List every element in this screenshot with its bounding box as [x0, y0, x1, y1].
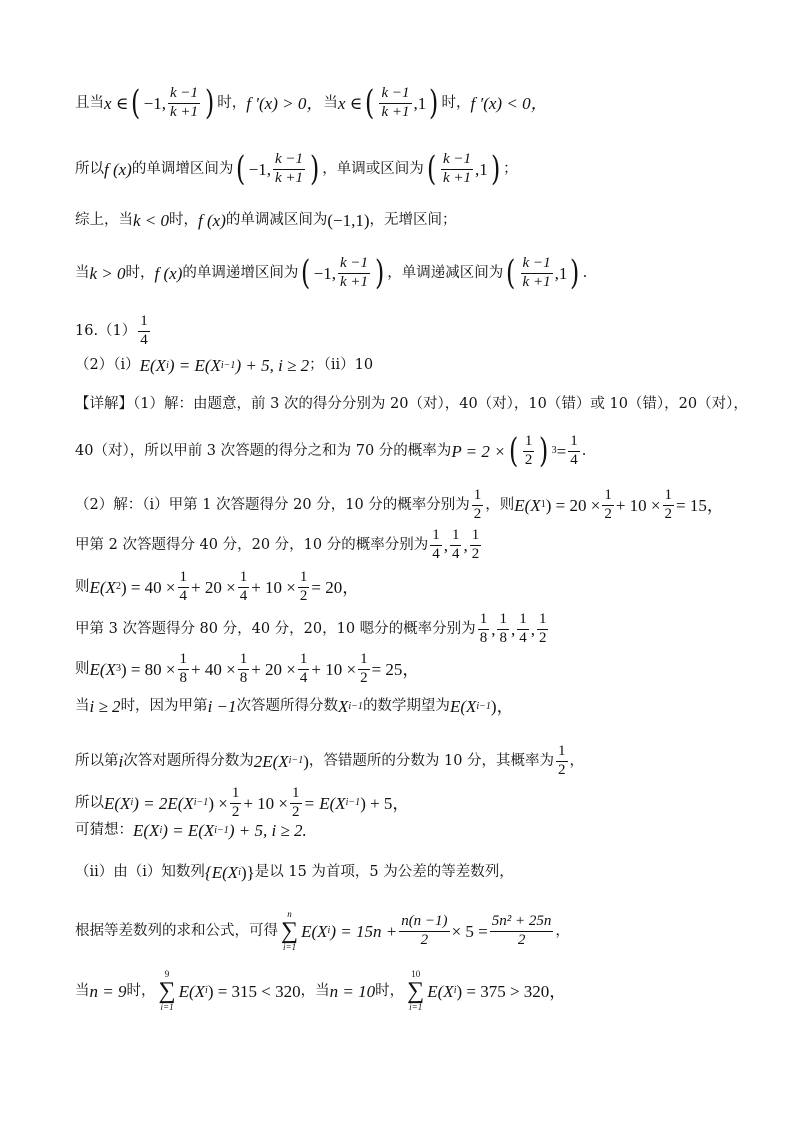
math: n = 9 — [89, 981, 127, 1001]
fraction: $\frac{1}{2}$ — [292, 785, 300, 820]
text: ；（ii）10 — [309, 357, 374, 374]
line-second-answer-probs — [75, 528, 483, 563]
math: ) × — [208, 793, 228, 813]
math: f ′(x) < 0， — [470, 93, 548, 113]
text: ，当 — [300, 982, 330, 999]
left-paren: ( — [131, 83, 141, 124]
fraction: $\frac{1}{2}$ — [471, 527, 480, 562]
line-probability-70 — [75, 431, 587, 472]
text: 根据等差数列的求和公式，可得 — [75, 922, 278, 939]
text: 的单调减区间为 — [225, 212, 328, 229]
subscript: i−1 — [288, 755, 304, 767]
fraction: $\frac{1}{4}$ — [451, 527, 460, 562]
math: E(X — [427, 981, 454, 1001]
math: + 20 × — [251, 659, 296, 679]
math: ,1 — [413, 93, 427, 113]
comma: , — [443, 535, 448, 555]
line-recurrence — [75, 786, 409, 821]
text: 甲第 3 次答题得分 80 分，40 分，20，10 嗯分的概率分别为 — [75, 621, 476, 637]
text: （2）（i） — [75, 357, 140, 374]
fraction: $\frac{k -1}{k +1}$ — [522, 255, 551, 290]
math: ) + 5, i ≥ 2 — [235, 356, 310, 375]
fraction: $\frac{1}{4}$ — [179, 569, 188, 604]
text: 时， — [441, 95, 471, 111]
text: 的数学期望为 — [362, 698, 450, 715]
line-summary-k-positive — [75, 253, 588, 294]
math: E(X — [133, 821, 160, 840]
math: i — [118, 751, 124, 771]
text: ， — [555, 922, 570, 939]
line-correct-answer-score — [75, 744, 584, 779]
text: 当 — [75, 265, 90, 281]
line-induction-premise — [75, 698, 514, 715]
text: 时， — [169, 212, 199, 229]
left-paren: ( — [508, 431, 518, 472]
text: 次答题所得分数 — [236, 698, 339, 715]
math: E(X — [104, 793, 131, 813]
text: 的单调增区间为 — [131, 161, 234, 177]
left-paren: ( — [301, 253, 311, 294]
text: 所以第 — [75, 753, 119, 769]
math: ) = 80 × — [120, 659, 176, 679]
fraction: $\frac{1}{8}$ — [479, 611, 488, 646]
comma: , — [463, 535, 468, 555]
math: ) = 40 × — [120, 577, 176, 597]
text: 且当 — [75, 95, 104, 111]
math: + 10 × — [615, 495, 661, 515]
text: ，单调或区间为 — [322, 161, 424, 177]
fraction: $\frac{1}{2}$ — [604, 487, 612, 522]
math: + 20 × — [191, 577, 236, 597]
text: ，单调递减区间为 — [387, 265, 504, 281]
text: 时， — [125, 265, 155, 281]
subscript: i — [205, 985, 208, 996]
comma: , — [510, 619, 516, 639]
math: E(X — [89, 577, 116, 597]
line-sum-comparison — [75, 970, 566, 1012]
subscript: i — [327, 925, 331, 936]
math: ) = 15n + — [330, 921, 398, 941]
text: （ii）由（i）知数列 — [75, 864, 205, 881]
math: k < 0 — [133, 211, 170, 230]
fraction: $\frac{k -1}{k +1}$ — [339, 255, 369, 290]
question-number: 16.（1） — [75, 323, 137, 339]
text: 【详解】（1）解：由题意，前 3 次的得分分别为 20（对），40（对），10（错）或 10（错），20（对）， — [75, 396, 748, 412]
text: 当 — [75, 698, 90, 715]
text: ， — [569, 753, 585, 769]
math: )， — [490, 697, 514, 716]
math: ) + 5, i ≥ 2. — [228, 821, 307, 840]
math: {E(X — [204, 863, 239, 882]
summation: n ∑ i=1 — [281, 909, 299, 952]
math: + 40 × — [191, 659, 236, 679]
math: + 10 × — [251, 577, 296, 597]
line-monotonic-condition — [75, 83, 548, 124]
subscript: i — [130, 797, 134, 809]
math: E(X — [449, 697, 477, 716]
line-summary-k-negative — [75, 212, 457, 229]
math: E(X — [514, 495, 541, 515]
math: f (x) — [104, 159, 132, 179]
text: （2）解：（i）甲第 1 次答题得分 20 分，10 分的概率分别为 — [75, 497, 470, 513]
right-paren: ) — [490, 149, 501, 190]
fraction: $\frac{1}{4}$ — [299, 651, 308, 686]
left-paren: ( — [365, 83, 375, 124]
text: 甲第 2 次答题得分 40 分，20 分，10 分的概率分别为 — [75, 537, 429, 553]
text: 时， — [375, 982, 405, 999]
fraction: $\frac{1}{2}$ — [524, 433, 533, 468]
text: 时，因为甲第 — [120, 698, 208, 715]
text: 的单调递增区间为 — [182, 265, 299, 281]
right-paren: ) — [205, 83, 215, 124]
text: . — [582, 265, 588, 281]
subscript: 3 — [115, 663, 121, 675]
line-ex2 — [75, 570, 359, 605]
math: ) = 315 < 320 — [207, 981, 301, 1001]
line-third-answer-probs — [75, 612, 550, 647]
math: x ∈ — [104, 93, 129, 113]
text: ； — [503, 161, 518, 177]
text: 次答对题所得分数为 — [123, 753, 254, 769]
subscript: i−1 — [476, 700, 491, 712]
text: 综上，当 — [75, 212, 133, 229]
fraction: $\frac{k -1}{k +1}$ — [443, 151, 472, 186]
math: E(X — [178, 981, 206, 1001]
math: = 25， — [371, 659, 420, 679]
text: 是以 15 为首项，5 为公差的等差数列， — [254, 864, 514, 881]
subscript: i — [166, 359, 169, 371]
fraction: $\frac{1}{2}$ — [360, 651, 368, 686]
fraction: $\frac{1}{4}$ — [432, 527, 440, 562]
math: × 5 = — [451, 921, 488, 941]
math: + 10 × — [243, 793, 288, 813]
fraction: $\frac{1}{8}$ — [499, 611, 507, 646]
math: ) = 2E(X — [133, 793, 194, 813]
right-paren: ) — [309, 149, 320, 190]
math: ) = E(X — [168, 356, 221, 375]
math: −1, — [143, 93, 166, 113]
math: ,1 — [554, 263, 568, 283]
math: f (x) — [198, 211, 226, 230]
math: −1, — [313, 263, 336, 283]
line-detail-intro — [75, 397, 748, 412]
math: i −1 — [207, 697, 237, 716]
fraction: $\frac{1}{4}$ — [140, 313, 148, 348]
summation: 10 ∑ i=1 — [407, 969, 425, 1012]
math: = 20， — [311, 577, 360, 597]
subscript: i — [159, 824, 163, 836]
text: 当 — [323, 95, 338, 111]
fraction: $\frac{n(n -1)}{2}$ — [401, 912, 448, 948]
math: k > 0 — [89, 263, 126, 283]
math: n = 10 — [329, 981, 376, 1001]
summation: 9 ∑ i=1 — [158, 969, 176, 1012]
fraction: $\frac{k -1}{k +1}$ — [381, 85, 410, 120]
subscript: i−1 — [348, 700, 363, 712]
fraction: $\frac{\text{5n² + 25n}}{2}$ — [491, 912, 552, 948]
math: )} — [240, 863, 255, 882]
fraction: $\frac{1}{2}$ — [299, 569, 308, 604]
text: 所以 — [75, 161, 104, 177]
math: E(X — [139, 356, 167, 375]
subscript: i−1 — [345, 797, 361, 809]
right-paren: ) — [375, 253, 385, 294]
text: 当 — [75, 982, 90, 999]
exponent: 3 — [551, 445, 557, 457]
right-paren: ) — [429, 83, 439, 124]
text: ，答错题所的分数为 10 分，其概率为 — [308, 753, 555, 769]
fraction: $\frac{1}{2}$ — [558, 743, 566, 778]
math: f ′(x) > 0， — [246, 93, 324, 113]
fraction: $\frac{k -1}{k +1}$ — [274, 151, 303, 186]
math: = — [556, 441, 567, 461]
math: X — [338, 697, 349, 716]
fraction: $\frac{1}{2}$ — [473, 487, 482, 522]
text: 时， — [126, 982, 156, 999]
line-sum-formula — [75, 910, 570, 952]
comma: , — [491, 619, 496, 639]
math: + 10 × — [311, 659, 357, 679]
math: ) + 5， — [360, 793, 410, 813]
math: E(X — [89, 659, 116, 679]
left-paren: ( — [236, 149, 246, 190]
subscript: i — [453, 985, 457, 996]
line-answer-16-1 — [75, 314, 152, 349]
right-paren: ) — [570, 253, 580, 294]
right-paren: ) — [539, 431, 549, 472]
line-answer-16-2 — [75, 357, 373, 374]
text: 时， — [217, 95, 247, 111]
left-paren: ( — [506, 253, 516, 294]
left-paren: ( — [426, 149, 437, 190]
text: 40（对），所以甲前 3 次答题的得分之和为 70 分的概率为 — [75, 443, 452, 459]
text: ，无增区间； — [369, 212, 457, 229]
fraction: $\frac{1}{4}$ — [570, 433, 578, 468]
math: (−1,1) — [327, 211, 370, 230]
line-increasing-interval — [75, 149, 518, 190]
fraction: $\frac{1}{4}$ — [519, 611, 527, 646]
subscript: 1 — [540, 499, 546, 511]
comma: , — [530, 619, 535, 639]
text: . — [581, 443, 587, 459]
fraction: $\frac{1}{8}$ — [239, 651, 248, 686]
math: ) = 20 × — [545, 495, 601, 515]
subscript: i−1 — [220, 359, 236, 371]
math: ) — [303, 751, 309, 771]
math: = 15， — [676, 495, 724, 515]
fraction: $\frac{1}{2}$ — [231, 785, 240, 820]
text: 则 — [75, 661, 90, 677]
math: P = 2 × — [451, 441, 506, 461]
math: f (x) — [154, 263, 183, 283]
text: ，则 — [485, 497, 515, 513]
math: i ≥ 2 — [89, 697, 121, 716]
subscript: i−1 — [193, 797, 209, 809]
math: −1, — [248, 159, 271, 179]
text: 所以 — [75, 795, 104, 811]
text: 则 — [75, 579, 90, 595]
fraction: $\frac{1}{8}$ — [179, 651, 188, 686]
math: ,1 — [475, 159, 488, 179]
subscript: 2 — [115, 581, 121, 593]
math: ) = 375 > 320， — [456, 981, 567, 1001]
fraction: $\frac{k -1}{k +1}$ — [170, 85, 199, 120]
subscript: i−1 — [214, 824, 229, 836]
math: E(X — [301, 921, 328, 941]
text: 可猜想： — [75, 822, 133, 839]
line-ex1 — [75, 488, 724, 523]
fraction: $\frac{1}{2}$ — [538, 611, 547, 646]
math: = E(X — [303, 793, 346, 813]
line-ex3 — [75, 652, 419, 687]
math: x ∈ — [337, 93, 363, 113]
math: ) = E(X — [162, 821, 215, 840]
line-arithmetic-sequence — [75, 864, 514, 881]
subscript: i — [238, 866, 241, 878]
line-conjecture — [75, 822, 307, 839]
fraction: $\frac{1}{4}$ — [239, 569, 248, 604]
math: 2E(X — [253, 751, 289, 771]
fraction: $\frac{1}{2}$ — [664, 487, 673, 522]
